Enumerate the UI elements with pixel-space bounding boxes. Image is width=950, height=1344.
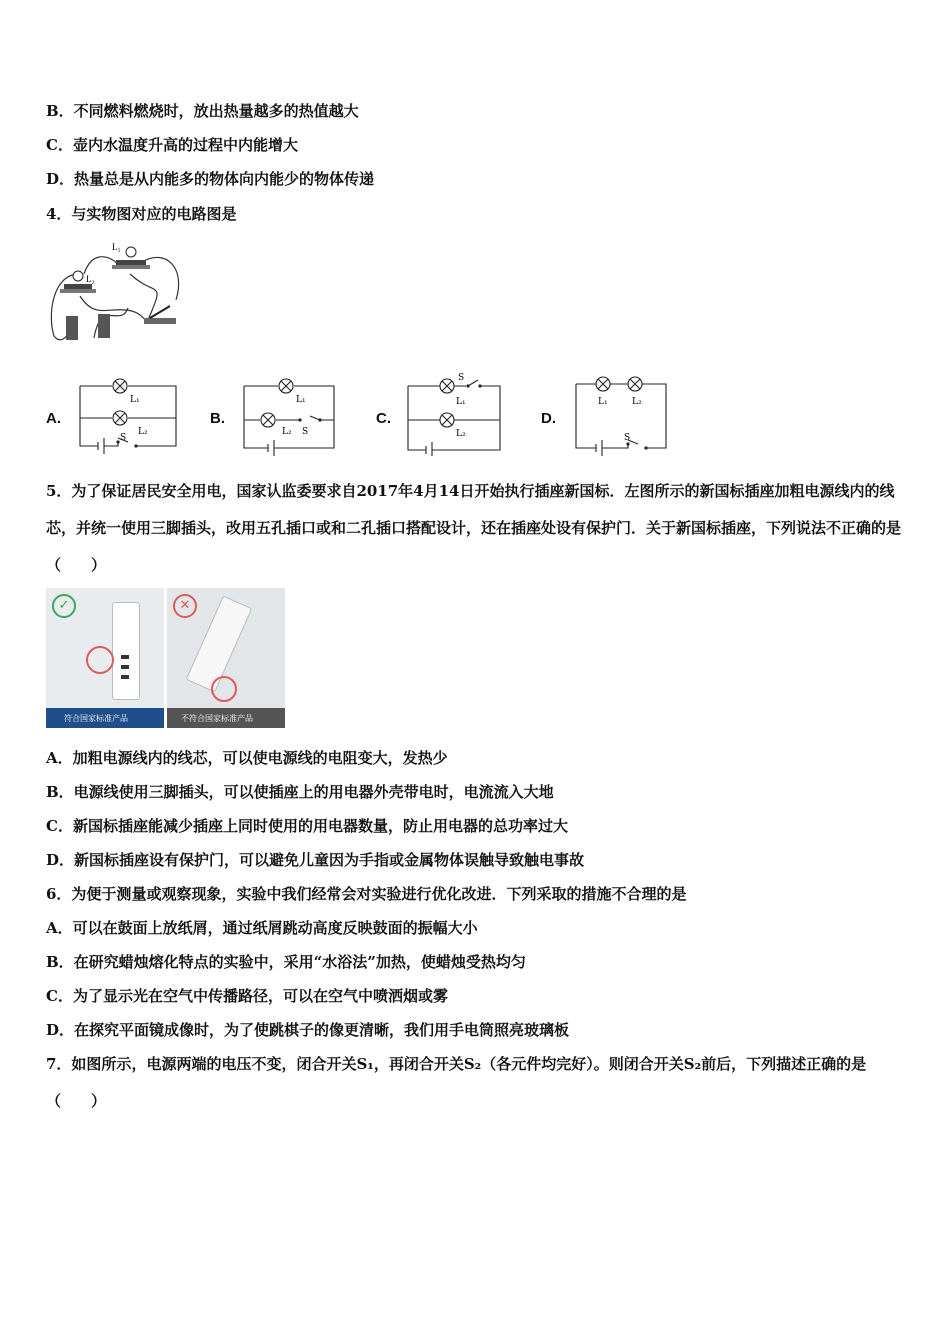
photo-label-l1: L₁ — [112, 242, 121, 252]
power-strip — [112, 602, 140, 700]
c-l1: L₁ — [456, 397, 466, 407]
q4-option-a-label: A. — [46, 410, 61, 427]
highlight-circle — [86, 646, 114, 674]
caption-compliant: 符合国家标准产品 — [64, 714, 128, 723]
d-l2: L₂ — [632, 397, 642, 407]
q6-option-b: B．在研究蜡烛熔化特点的实验中，采用“水浴法”加热，使蜡烛受热均匀 — [46, 953, 526, 971]
q4-option-d-label: D. — [541, 410, 556, 427]
photo-label-l2: L₂ — [86, 274, 95, 284]
q4-option-c-circuit — [408, 374, 504, 456]
q3-option-d: D．热量总是从内能多的物体向内能少的物体传递 — [46, 170, 375, 188]
a-l1: L₁ — [130, 395, 140, 405]
q6-option-c: C．为了显示光在空气中传播路径，可以在空气中喷洒烟或雾 — [46, 987, 448, 1005]
a-l2: L₂ — [138, 427, 148, 437]
q6-stem: 6．为便于测量或观察现象，实验中我们经常会对实验进行优化改进．下列采取的措施不合理的是 — [46, 885, 687, 903]
q5-stem: 5．为了保证居民安全用电，国家认监委要求自2017年4月14日开始执行插座新国标．左图所示的新国标插座加粗电源线内的线芯，并统一使用三脚插头，改用五孔插口或和二孔插口搭配设计，还在插座处设有保护门．关于新国标插座，下列说法不正确的是（ ） — [46, 482, 902, 574]
d-l1: L₁ — [598, 397, 608, 407]
q4-option-c-label: C. — [376, 410, 391, 427]
q6-option-a: A．可以在鼓面上放纸屑，通过纸屑跳动高度反映鼓面的振幅大小 — [46, 919, 478, 937]
c-l2: L₂ — [456, 429, 466, 439]
q4-stem: 4．与实物图对应的电路图是 — [46, 205, 237, 223]
q4-physical-circuit-photo — [46, 238, 196, 348]
q5-socket-photo-noncompliant — [167, 588, 285, 728]
b-l2: L₂ — [282, 427, 292, 437]
q3-option-c: C．壶内水温度升高的过程中内能增大 — [46, 136, 298, 154]
q5-option-b: B．电源线使用三脚插头，可以使插座上的用电器外壳带电时，电流流入大地 — [46, 783, 554, 801]
d-s: S — [624, 433, 631, 443]
cross-icon: ✕ — [173, 594, 197, 618]
q6-option-d: D．在探究平面镜成像时，为了使跳棋子的像更清晰，我们用手电筒照亮玻璃板 — [46, 1021, 570, 1039]
q5-socket-photo-compliant — [46, 588, 164, 728]
b-l1: L₁ — [296, 395, 306, 405]
q3-option-b: B．不同燃料燃烧时，放出热量越多的热值越大 — [46, 102, 359, 120]
check-icon: ✓ — [52, 594, 76, 618]
c-s: S — [458, 373, 465, 383]
q4-option-b-label: B. — [210, 410, 225, 427]
b-s: S — [302, 427, 309, 437]
q5-option-a: A．加粗电源线内的线芯，可以使电源线的电阻变大，发热少 — [46, 749, 448, 767]
highlight-circle — [211, 676, 237, 702]
q4-option-d-circuit — [576, 374, 670, 456]
a-s: S — [120, 433, 127, 443]
q5-option-d: D．新国标插座设有保护门，可以避免儿童因为手指或金属物体误触导致触电事故 — [46, 851, 585, 869]
q4-option-a-circuit — [80, 372, 180, 456]
q5-option-c: C．新国标插座能减少插座上同时使用的用电器数量，防止用电器的总功率过大 — [46, 817, 568, 835]
q4-option-b-circuit — [244, 376, 336, 456]
caption-noncompliant: 不符合国家标准产品 — [181, 714, 253, 723]
q7-stem: 7．如图所示，电源两端的电压不变，闭合开关S₁，再闭合开关S₂（各元件均完好）。则闭合开关S₂前后，下列描述正确的是（ ） — [46, 1055, 867, 1110]
